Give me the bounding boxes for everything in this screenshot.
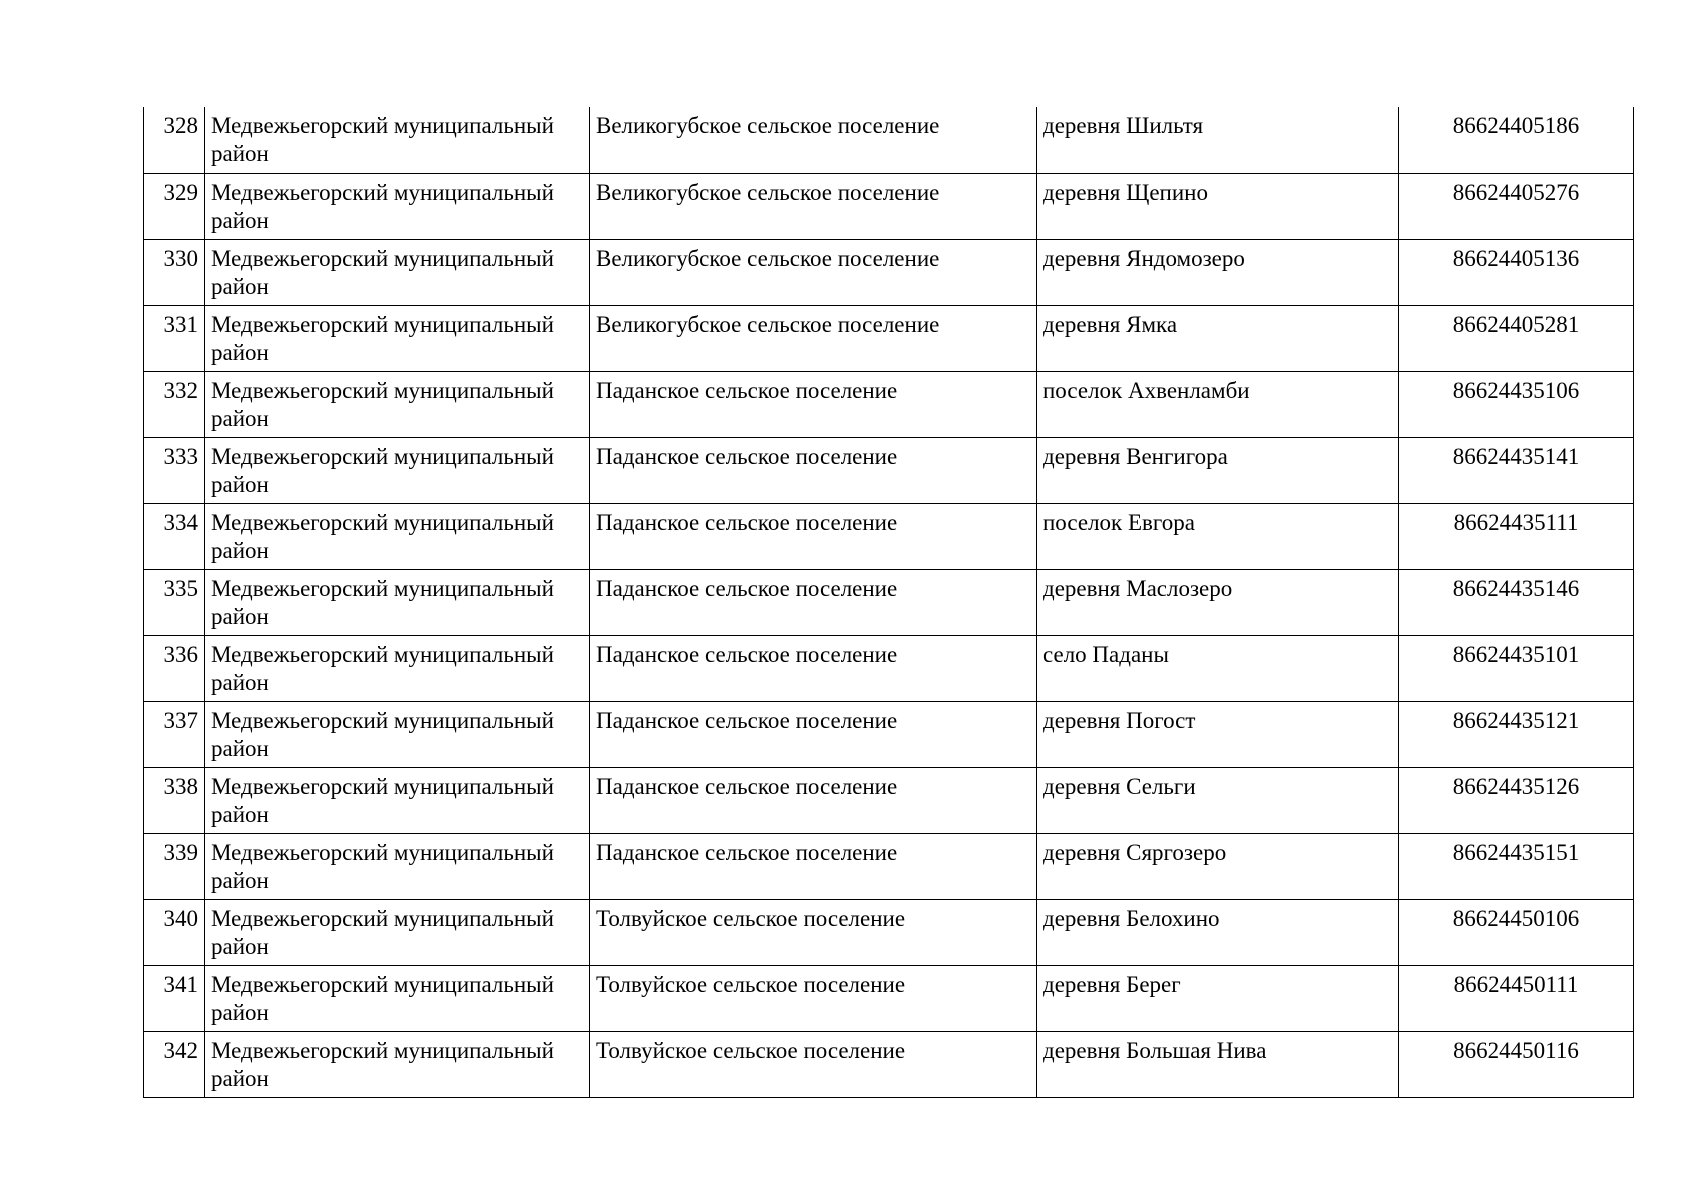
oktmo-code-cell: 86624405281 <box>1399 305 1634 371</box>
settlement-cell: Великогубское сельское поселение <box>590 107 1037 173</box>
locality-cell: деревня Щепино <box>1037 173 1399 239</box>
row-number-cell: 336 <box>144 635 205 701</box>
row-number-cell: 328 <box>144 107 205 173</box>
oktmo-code-cell: 86624450106 <box>1399 899 1634 965</box>
oktmo-code-cell: 86624435101 <box>1399 635 1634 701</box>
row-number-cell: 339 <box>144 833 205 899</box>
settlement-cell: Толвуйское сельское поселение <box>590 965 1037 1031</box>
settlement-cell: Паданское сельское поселение <box>590 833 1037 899</box>
table-row <box>144 1031 1634 1097</box>
row-number-cell: 335 <box>144 569 205 635</box>
district-cell: Медвежьегорский муниципальный район <box>205 1031 590 1097</box>
settlement-cell: Великогубское сельское поселение <box>590 239 1037 305</box>
district-cell: Медвежьегорский муниципальный район <box>205 569 590 635</box>
table-row <box>144 503 1634 569</box>
table-row <box>144 965 1634 1031</box>
district-cell: Медвежьегорский муниципальный район <box>205 437 590 503</box>
district-cell: Медвежьегорский муниципальный район <box>205 503 590 569</box>
oktmo-code-cell: 86624435151 <box>1399 833 1634 899</box>
district-cell: Медвежьегорский муниципальный район <box>205 899 590 965</box>
row-number-cell: 332 <box>144 371 205 437</box>
table-row <box>144 569 1634 635</box>
district-cell: Медвежьегорский муниципальный район <box>205 635 590 701</box>
oktmo-code-cell: 86624435106 <box>1399 371 1634 437</box>
table-row <box>144 239 1634 305</box>
settlement-cell: Паданское сельское поселение <box>590 503 1037 569</box>
district-cell: Медвежьегорский муниципальный район <box>205 173 590 239</box>
settlement-cell: Толвуйское сельское поселение <box>590 1031 1037 1097</box>
oktmo-code-cell: 86624450111 <box>1399 965 1634 1031</box>
settlement-cell: Паданское сельское поселение <box>590 437 1037 503</box>
locality-cell: поселок Ахвенламби <box>1037 371 1399 437</box>
settlement-cell: Толвуйское сельское поселение <box>590 899 1037 965</box>
table-row <box>144 437 1634 503</box>
table-row <box>144 833 1634 899</box>
oktmo-code-cell: 86624435111 <box>1399 503 1634 569</box>
oktmo-code-cell: 86624435121 <box>1399 701 1634 767</box>
locality-cell: деревня Большая Нива <box>1037 1031 1399 1097</box>
table-row <box>144 701 1634 767</box>
oktmo-code-cell: 86624405136 <box>1399 239 1634 305</box>
oktmo-code-cell: 86624405186 <box>1399 107 1634 173</box>
locality-cell: деревня Шильтя <box>1037 107 1399 173</box>
row-number-cell: 329 <box>144 173 205 239</box>
table-row <box>144 635 1634 701</box>
district-cell: Медвежьегорский муниципальный район <box>205 767 590 833</box>
settlement-cell: Паданское сельское поселение <box>590 767 1037 833</box>
locality-cell: деревня Венгигора <box>1037 437 1399 503</box>
district-cell: Медвежьегорский муниципальный район <box>205 701 590 767</box>
oktmo-code-cell: 86624435141 <box>1399 437 1634 503</box>
locality-cell: деревня Яндомозеро <box>1037 239 1399 305</box>
locality-cell: деревня Сельги <box>1037 767 1399 833</box>
table-row <box>144 767 1634 833</box>
locality-cell: деревня Маслозеро <box>1037 569 1399 635</box>
settlement-cell: Великогубское сельское поселение <box>590 173 1037 239</box>
locality-cell: деревня Ямка <box>1037 305 1399 371</box>
district-cell: Медвежьегорский муниципальный район <box>205 965 590 1031</box>
table-row <box>144 371 1634 437</box>
row-number-cell: 333 <box>144 437 205 503</box>
locality-cell: деревня Белохино <box>1037 899 1399 965</box>
row-number-cell: 342 <box>144 1031 205 1097</box>
table-row <box>144 305 1634 371</box>
district-cell: Медвежьегорский муниципальный район <box>205 107 590 173</box>
row-number-cell: 340 <box>144 899 205 965</box>
row-number-cell: 338 <box>144 767 205 833</box>
row-number-cell: 330 <box>144 239 205 305</box>
locality-cell: деревня Погост <box>1037 701 1399 767</box>
settlement-cell: Паданское сельское поселение <box>590 371 1037 437</box>
row-number-cell: 337 <box>144 701 205 767</box>
row-number-cell: 331 <box>144 305 205 371</box>
settlement-registry-table <box>143 107 1634 1098</box>
table-row <box>144 899 1634 965</box>
locality-cell: деревня Берег <box>1037 965 1399 1031</box>
settlement-cell: Паданское сельское поселение <box>590 701 1037 767</box>
oktmo-code-cell: 86624435146 <box>1399 569 1634 635</box>
oktmo-code-cell: 86624450116 <box>1399 1031 1634 1097</box>
district-cell: Медвежьегорский муниципальный район <box>205 305 590 371</box>
settlement-cell: Великогубское сельское поселение <box>590 305 1037 371</box>
locality-cell: деревня Сяргозеро <box>1037 833 1399 899</box>
table-body <box>144 107 1634 1097</box>
district-cell: Медвежьегорский муниципальный район <box>205 371 590 437</box>
district-cell: Медвежьегорский муниципальный район <box>205 833 590 899</box>
district-cell: Медвежьегорский муниципальный район <box>205 239 590 305</box>
row-number-cell: 334 <box>144 503 205 569</box>
oktmo-code-cell: 86624405276 <box>1399 173 1634 239</box>
settlement-cell: Паданское сельское поселение <box>590 569 1037 635</box>
row-number-cell: 341 <box>144 965 205 1031</box>
settlement-cell: Паданское сельское поселение <box>590 635 1037 701</box>
locality-cell: поселок Евгора <box>1037 503 1399 569</box>
locality-cell: село Паданы <box>1037 635 1399 701</box>
oktmo-code-cell: 86624435126 <box>1399 767 1634 833</box>
table-row <box>144 107 1634 173</box>
table-row <box>144 173 1634 239</box>
